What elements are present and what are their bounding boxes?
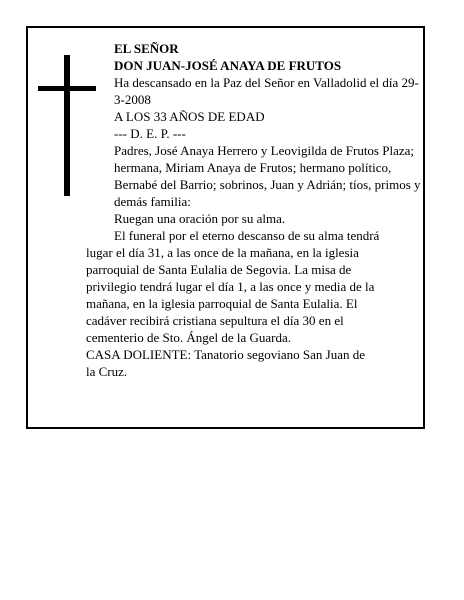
funeral-line: privilegio tendrá lugar el día 1, a las once y media de la [86, 279, 375, 294]
cross-icon-arm [38, 86, 96, 91]
funeral-line: parroquial de Santa Eulalia de Segovia. La misa de [86, 262, 352, 277]
funeral-line: cementerio de Sto. Ángel de la Guarda. [86, 330, 292, 345]
funeral-line: cadáver recibirá cristiana sepultura el día 30 en el [86, 313, 344, 328]
funeral-details [86, 227, 422, 380]
cross-icon [64, 55, 70, 196]
mourning-house-line: CASA DOLIENTE: Tanatorio segoviano San Juan de [86, 347, 366, 362]
rip-line: --- D. E. P. --- [114, 126, 186, 141]
funeral-line: mañana, en la iglesia parroquial de Santa Eulalia. El [86, 296, 358, 311]
title-line-1: EL SEÑOR [114, 41, 179, 56]
mourning-house-line: la Cruz. [86, 364, 128, 379]
prayer-request: Ruegan una oración por su alma. [114, 211, 286, 226]
age-statement: A LOS 33 AÑOS DE EDAD [114, 109, 265, 124]
funeral-line: lugar el día 31, a las once de la mañana, en la iglesia [86, 245, 359, 260]
funeral-line: El funeral por el eterno descanso de su alma tendrá [114, 228, 380, 243]
family-list: Padres, José Anaya Herrero y Leovigilda de Frutos Plaza; hermana, Miriam Anaya de Frutos; hermano político, Bernabé del Barrio; sobrinos, Juan y Adrián; tíos, primos y demás familia: [114, 143, 421, 209]
obituary-text [114, 40, 422, 227]
rested-statement: Ha descansado en la Paz del Señor en Valladolid el día 29-3-2008 [114, 75, 419, 107]
deceased-name: DON JUAN-JOSÉ ANAYA DE FRUTOS [114, 58, 342, 73]
